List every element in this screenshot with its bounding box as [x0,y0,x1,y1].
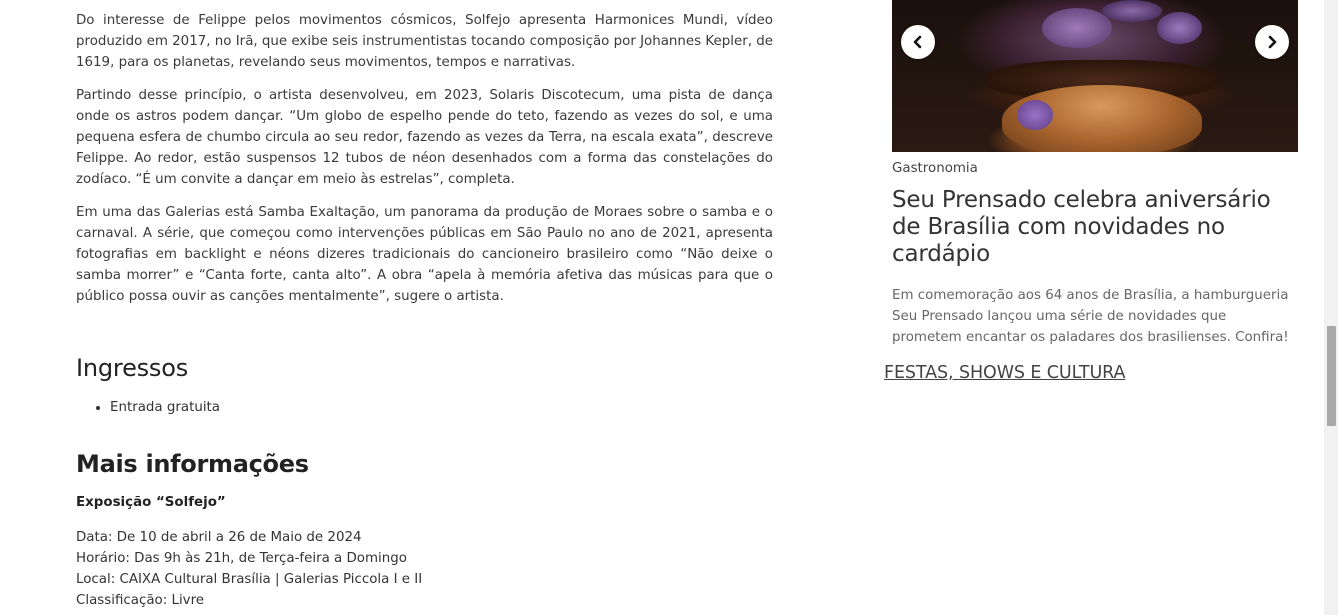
list-item: • Entrada gratuita [110,397,220,418]
card-title[interactable]: Seu Prensado celebra aniversário de Brasília com novidades no cardápio [892,187,1271,267]
article-paragraph: Do interesse de Felippe pelos movimentos cósmicos, Solfejo apresenta Harmonices Mundi, vídeo produzido em 2017, no Irã, que exibe seis instrumentistas tocando composição por Johannes Kepler, de 1619, para os planetas, revelando seus movimentos, tempos e narrativas. [76,13,773,70]
card-description: Em comemoração aos 64 anos de Brasília, a hamburgueria Seu Prensado lançou uma série de novidades que prometem encantar os paladares dos brasilienses. Confira! [892,288,1289,345]
chevron-left-icon [911,35,925,49]
info-rating: Classificação: Livre [76,593,205,608]
article-paragraph: Partindo desse princípio, o artista desenvolveu, em 2023, Solaris Discotecum, uma pista de dança onde os astros podem dançar. “Um globo de espelho pende do teto, fazendo as vezes do sol, e uma pequena esfera de chumbo circula ao seu redor, fazendo as vezes da Terra, na escala exata”, descreve Felippe. Ao redor, estão suspensos 12 tubos de néon desenhados com a forma das constelações do zodíaco. “É um convite a dançar em meio às estrelas”, completa. [76,88,773,187]
more-info-heading: Mais informações [76,450,309,478]
related-carousel [892,0,1298,348]
event-info [76,527,422,611]
scrollbar-thumb[interactable] [1327,326,1336,426]
section-link-festas[interactable]: FESTAS, SHOWS E CULTURA [884,363,1126,383]
page-scrollbar[interactable] [1324,0,1338,615]
info-location: Local: CAIXA Cultural Brasília | Galerias Piccola I e II [76,572,423,587]
info-date: Data: De 10 de abril a 26 de Maio de 2024 [76,530,362,545]
tickets-list [76,397,220,418]
exhibition-title: Exposição “Solfejo” [76,495,226,510]
carousel-prev-button[interactable] [901,25,935,59]
card-category[interactable]: Gastronomia [892,161,978,176]
tickets-heading: Ingressos [76,354,189,382]
article-body [76,10,773,608]
chevron-right-icon [1265,35,1279,49]
burger-photo[interactable] [892,0,1298,152]
carousel-next-button[interactable] [1255,25,1289,59]
article-paragraph: Em uma das Galerias está Samba Exaltação, um panorama da produção de Moraes sobre o samba e o carnaval. A série, que começou como intervenções públicas em São Paulo no ano de 2021, apresenta fotografias em backlight e néons dizeres tradicionais do cancioneiro brasileiro como “Não deixe o samba morrer” e “Canta forte, canta alto”. A obra “apela à memória afetiva das músicas para que o público possa ouvir as canções mentalmente”, sugere o artista. [76,205,773,304]
info-hours: Horário: Das 9h às 21h, de Terça-feira a Domingo [76,551,407,566]
